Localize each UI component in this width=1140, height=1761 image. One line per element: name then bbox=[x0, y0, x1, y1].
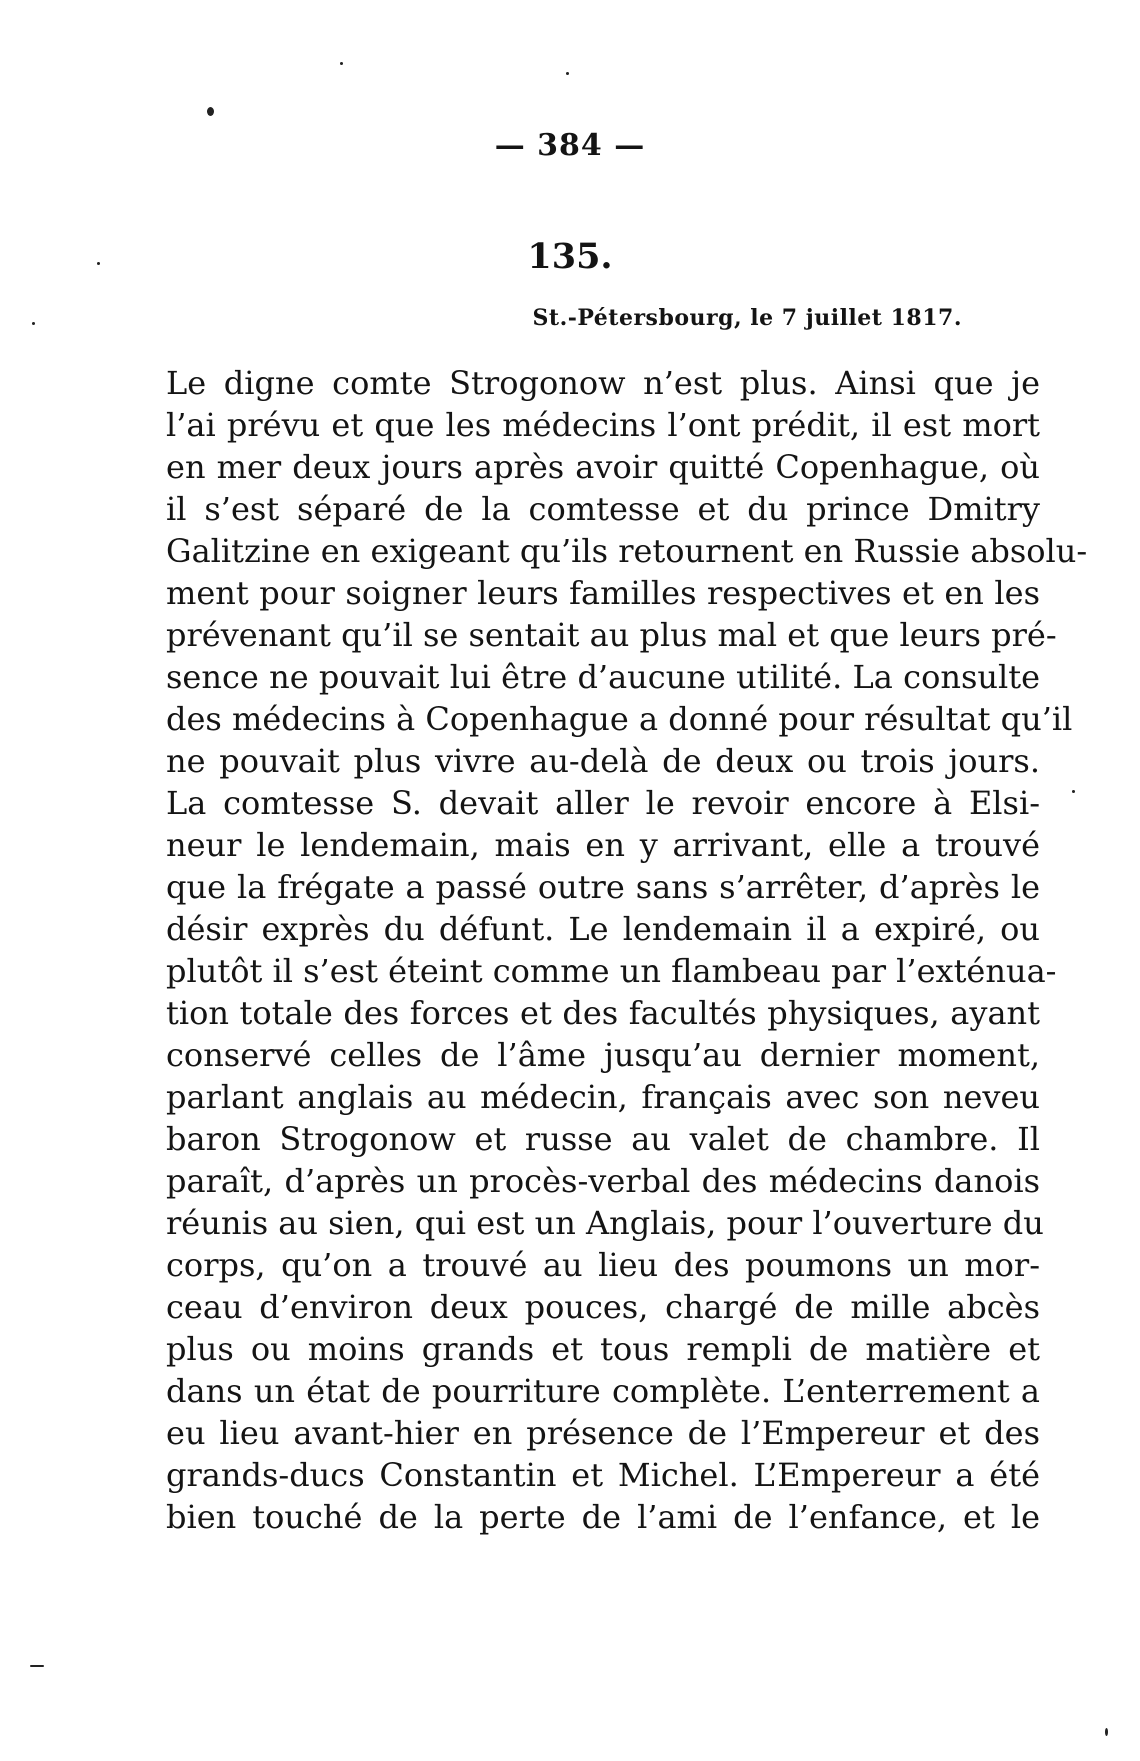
text-line: ceau d’environ deux pouces, chargé de mille abcès bbox=[166, 1288, 1040, 1326]
text-line: l’ai prévu et que les médecins l’ont prédit, il est mort bbox=[166, 406, 1040, 444]
text-line: conservé celles de l’âme jusqu’au dernier moment, bbox=[166, 1036, 1040, 1074]
text-line: en mer deux jours après avoir quitté Copenhague, où bbox=[166, 448, 1040, 486]
text-line: corps, qu’on a trouvé au lieu des poumons un mor- bbox=[166, 1246, 1040, 1284]
text-line: neur le lendemain, mais en y arrivant, elle a trouvé bbox=[166, 826, 1040, 864]
text-line: il s’est séparé de la comtesse et du prince Dmitry bbox=[166, 490, 1040, 528]
text-line: des médecins à Copenhague a donné pour résultat qu’il bbox=[166, 700, 1073, 738]
text-line: tion totale des forces et des facultés physiques, ayant bbox=[166, 994, 1040, 1032]
letter-number: 135. bbox=[527, 236, 613, 277]
letter-body bbox=[166, 362, 1088, 1538]
text-line: Galitzine en exigeant qu’ils retournent en Russie absolu- bbox=[166, 532, 1088, 570]
scan-speck bbox=[340, 62, 343, 65]
text-line: que la frégate a passé outre sans s’arrêter, d’après le bbox=[166, 868, 1040, 906]
text-line: eu lieu avant-hier en présence de l’Empereur et des bbox=[166, 1414, 1040, 1452]
text-line: paraît, d’après un procès-verbal des médecins danois bbox=[166, 1162, 1040, 1200]
text-line: ne pouvait plus vivre au-delà de deux ou trois jours. bbox=[166, 742, 1040, 780]
text-line: réunis au sien, qui est un Anglais, pour l’ouverture du bbox=[166, 1204, 1044, 1242]
dateline: St.-Pétersbourg, le 7 juillet 1817. bbox=[532, 305, 962, 331]
text-line: Le digne comte Strogonow n’est plus. Ainsi que je bbox=[166, 364, 1040, 402]
text-line: désir exprès du défunt. Le lendemain il a expiré, ou bbox=[166, 910, 1040, 948]
text-line: parlant anglais au médecin, français avec son neveu bbox=[166, 1078, 1040, 1116]
text-line: bien touché de la perte de l’ami de l’enfance, et le bbox=[166, 1498, 1040, 1536]
text-line: La comtesse S. devait aller le revoir encore à Elsi- bbox=[166, 784, 1040, 822]
scan-speck bbox=[1072, 790, 1075, 793]
scan-speck bbox=[1105, 1728, 1108, 1736]
text-line: plutôt il s’est éteint comme un flambeau par l’exténua- bbox=[166, 952, 1057, 990]
text-line: baron Strogonow et russe au valet de chambre. Il bbox=[166, 1120, 1040, 1158]
scan-speck bbox=[97, 262, 100, 265]
scan-speck bbox=[30, 1665, 44, 1667]
text-line: ment pour soigner leurs familles respectives et en les bbox=[166, 574, 1040, 612]
text-line: plus ou moins grands et tous rempli de matière et bbox=[166, 1330, 1040, 1368]
scan-speck bbox=[566, 72, 569, 75]
text-line: sence ne pouvait lui être d’aucune utilité. La consulte bbox=[166, 658, 1040, 696]
text-line: dans un état de pourriture complète. L’enterrement a bbox=[166, 1372, 1040, 1410]
page-number: — 384 — bbox=[494, 128, 646, 163]
scan-speck bbox=[32, 322, 35, 325]
text-line: prévenant qu’il se sentait au plus mal et que leurs pré- bbox=[166, 616, 1057, 654]
text-line: grands-ducs Constantin et Michel. L’Empereur a été bbox=[166, 1456, 1040, 1494]
scan-speck bbox=[207, 107, 214, 116]
